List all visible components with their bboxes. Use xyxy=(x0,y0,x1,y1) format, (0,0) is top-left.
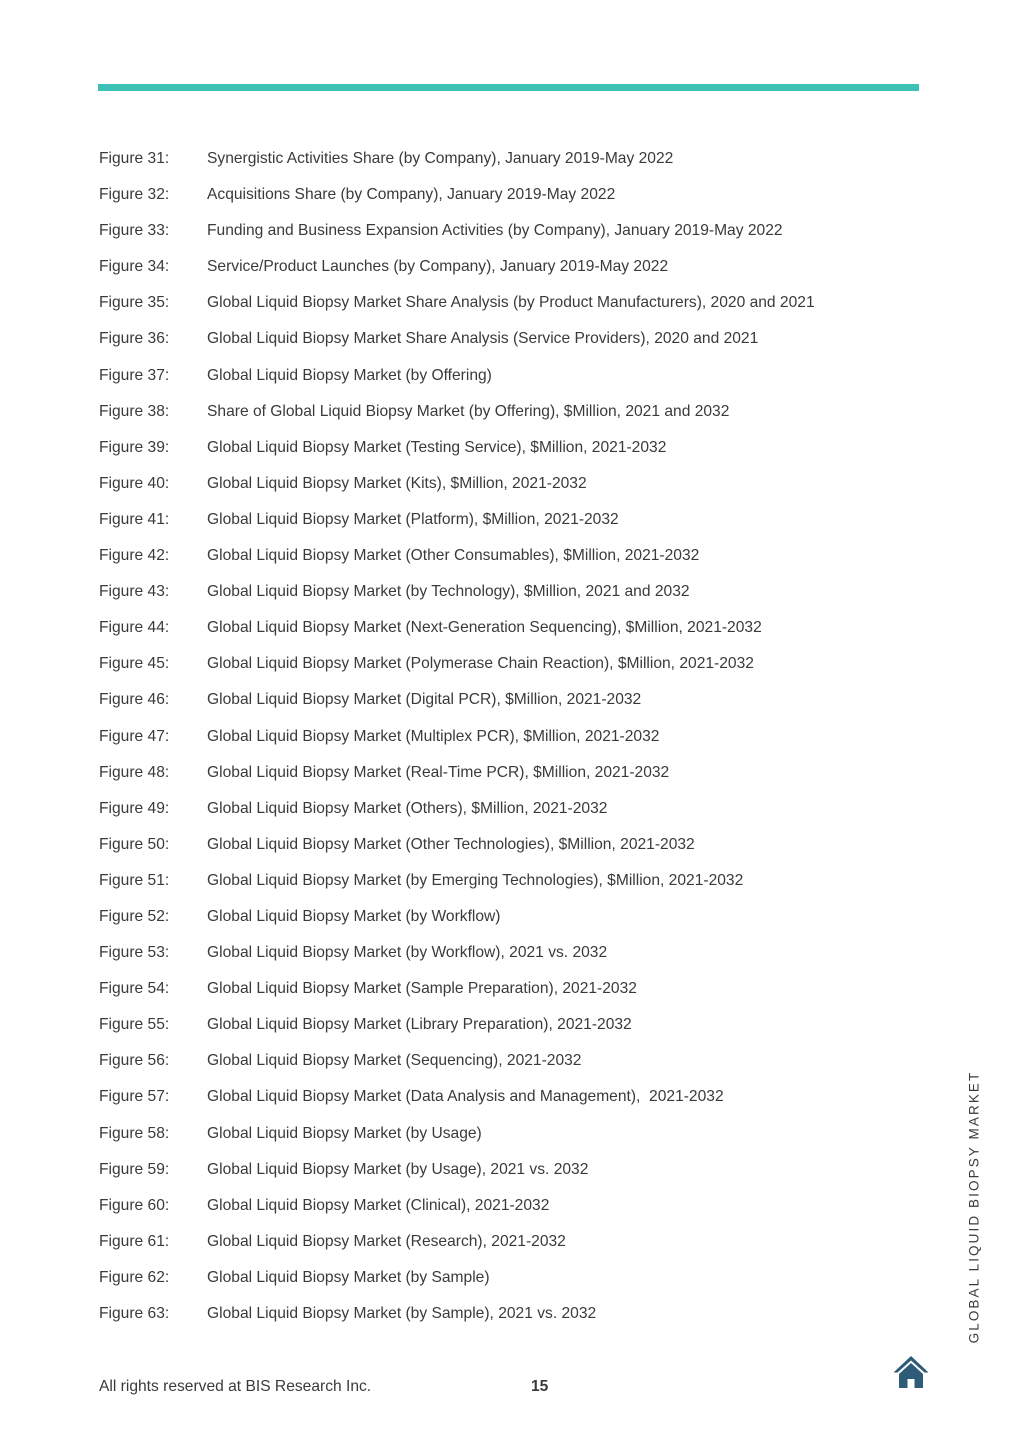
figure-entry xyxy=(99,147,919,183)
figure-entry xyxy=(99,183,919,219)
figure-title: Global Liquid Biopsy Market (Research), 2021-2032 xyxy=(207,1232,566,1250)
figure-title: Share of Global Liquid Biopsy Market (by Offering), $Million, 2021 and 2032 xyxy=(207,402,730,420)
figure-label: Figure 46: xyxy=(99,691,170,709)
figure-title: Global Liquid Biopsy Market (Library Preparation), 2021-2032 xyxy=(207,1016,632,1034)
figure-entry xyxy=(99,616,919,652)
figure-label: Figure 47: xyxy=(99,727,170,745)
figure-entry xyxy=(99,400,919,436)
figure-entry xyxy=(99,219,919,255)
figure-label: Figure 60: xyxy=(99,1196,170,1214)
figure-label: Figure 39: xyxy=(99,438,170,456)
figure-entry xyxy=(99,255,919,291)
figure-title: Global Liquid Biopsy Market (Data Analysis and Management), 2021-2032 xyxy=(207,1088,724,1106)
figure-entry xyxy=(99,1158,919,1194)
figure-label: Figure 62: xyxy=(99,1268,170,1286)
figure-label: Figure 50: xyxy=(99,835,170,853)
figure-title: Global Liquid Biopsy Market (Next-Generation Sequencing), $Million, 2021-2032 xyxy=(207,619,762,637)
figure-title: Global Liquid Biopsy Market Share Analysis (by Product Manufacturers), 2020 and 2021 xyxy=(207,294,815,312)
figure-label: Figure 38: xyxy=(99,402,170,420)
figure-label: Figure 51: xyxy=(99,871,170,889)
figure-entry xyxy=(99,761,919,797)
figure-label: Figure 53: xyxy=(99,944,170,962)
figure-entry xyxy=(99,941,919,977)
figure-entry xyxy=(99,472,919,508)
figure-entry xyxy=(99,580,919,616)
page-number: 15 xyxy=(531,1378,549,1395)
figure-title: Funding and Business Expansion Activities (by Company), January 2019-May 2022 xyxy=(207,222,783,240)
figure-label: Figure 44: xyxy=(99,619,170,637)
header-accent-rule xyxy=(98,84,919,91)
figure-title: Global Liquid Biopsy Market (Platform), $Million, 2021-2032 xyxy=(207,510,619,528)
figure-label: Figure 35: xyxy=(99,294,170,312)
figure-title: Global Liquid Biopsy Market (by Usage) xyxy=(207,1124,482,1142)
figure-label: Figure 57: xyxy=(99,1088,170,1106)
figure-label: Figure 61: xyxy=(99,1232,170,1250)
figure-label: Figure 42: xyxy=(99,547,170,565)
figure-label: Figure 54: xyxy=(99,980,170,998)
figure-entry xyxy=(99,508,919,544)
figure-title: Global Liquid Biopsy Market (by Workflow) xyxy=(207,907,501,925)
figure-label: Figure 34: xyxy=(99,258,170,276)
figure-title: Global Liquid Biopsy Market (Multiplex PCR), $Million, 2021-2032 xyxy=(207,727,660,745)
figure-label: Figure 56: xyxy=(99,1052,170,1070)
figure-entry xyxy=(99,797,919,833)
figure-label: Figure 36: xyxy=(99,330,170,348)
figure-label: Figure 32: xyxy=(99,186,170,204)
figure-title: Global Liquid Biopsy Market (by Sample) xyxy=(207,1268,490,1286)
figure-entry xyxy=(99,869,919,905)
figure-entry xyxy=(99,652,919,688)
figure-label: Figure 49: xyxy=(99,799,170,817)
figure-entry xyxy=(99,688,919,724)
figure-label: Figure 37: xyxy=(99,366,170,384)
figure-title: Global Liquid Biopsy Market (Other Consumables), $Million, 2021-2032 xyxy=(207,547,700,565)
figure-title: Global Liquid Biopsy Market (Digital PCR), $Million, 2021-2032 xyxy=(207,691,642,709)
figure-title: Global Liquid Biopsy Market (by Workflow), 2021 vs. 2032 xyxy=(207,944,608,962)
figure-title: Global Liquid Biopsy Market (by Usage), 2021 vs. 2032 xyxy=(207,1160,589,1178)
figure-title: Global Liquid Biopsy Market (Other Technologies), $Million, 2021-2032 xyxy=(207,835,695,853)
figure-entry xyxy=(99,364,919,400)
figure-title: Global Liquid Biopsy Market (by Sample), 2021 vs. 2032 xyxy=(207,1305,597,1322)
figure-label: Figure 45: xyxy=(99,655,170,673)
copyright-notice: All rights reserved at BIS Research Inc. xyxy=(99,1378,372,1395)
figure-title: Global Liquid Biopsy Market (Sample Preparation), 2021-2032 xyxy=(207,980,637,998)
figure-title: Global Liquid Biopsy Market (by Emerging Technologies), $Million, 2021-2032 xyxy=(207,871,744,889)
figure-entry xyxy=(99,1122,919,1158)
figure-entry xyxy=(99,544,919,580)
figure-entry xyxy=(99,725,919,761)
figure-label: Figure 52: xyxy=(99,907,170,925)
figure-entry xyxy=(99,1049,919,1085)
figure-title: Acquisitions Share (by Company), January 2019-May 2022 xyxy=(207,186,616,204)
home-icon[interactable] xyxy=(892,1354,930,1390)
figure-label: Figure 31: xyxy=(99,150,170,167)
figure-label: Figure 59: xyxy=(99,1160,170,1178)
figure-label: Figure 63: xyxy=(99,1305,170,1322)
figure-title: Global Liquid Biopsy Market Share Analysis (Service Providers), 2020 and 2021 xyxy=(207,330,759,348)
figure-entry xyxy=(99,1013,919,1049)
figure-entry xyxy=(99,905,919,941)
figure-entry xyxy=(99,1085,919,1121)
figure-label: Figure 58: xyxy=(99,1124,170,1142)
figure-title: Synergistic Activities Share (by Company), January 2019-May 2022 xyxy=(207,150,674,167)
figure-entry xyxy=(99,327,919,363)
figure-entry xyxy=(99,1302,919,1338)
figure-entry xyxy=(99,436,919,472)
list-of-figures xyxy=(99,147,919,1338)
figure-entry xyxy=(99,1266,919,1302)
figure-title: Global Liquid Biopsy Market (by Technology), $Million, 2021 and 2032 xyxy=(207,583,690,601)
figure-label: Figure 41: xyxy=(99,510,170,528)
report-side-title: GLOBAL LIQUID BIOPSY MARKET xyxy=(966,1070,982,1344)
figure-title: Global Liquid Biopsy Market (Polymerase Chain Reaction), $Million, 2021-2032 xyxy=(207,655,754,673)
figure-title: Global Liquid Biopsy Market (Others), $Million, 2021-2032 xyxy=(207,799,608,817)
figure-title: Global Liquid Biopsy Market (Sequencing), 2021-2032 xyxy=(207,1052,582,1070)
figure-entry xyxy=(99,1194,919,1230)
figure-label: Figure 48: xyxy=(99,763,170,781)
figure-entry xyxy=(99,1230,919,1266)
figure-title: Global Liquid Biopsy Market (Real-Time PCR), $Million, 2021-2032 xyxy=(207,763,670,781)
figure-label: Figure 40: xyxy=(99,474,170,492)
figure-title: Global Liquid Biopsy Market (by Offering) xyxy=(207,366,492,384)
figure-label: Figure 55: xyxy=(99,1016,170,1034)
figure-title: Global Liquid Biopsy Market (Clinical), 2021-2032 xyxy=(207,1196,550,1214)
figure-title: Service/Product Launches (by Company), January 2019-May 2022 xyxy=(207,258,669,276)
figure-label: Figure 43: xyxy=(99,583,170,601)
figure-title: Global Liquid Biopsy Market (Kits), $Million, 2021-2032 xyxy=(207,474,587,492)
figure-entry xyxy=(99,977,919,1013)
figure-entry xyxy=(99,291,919,327)
figure-label: Figure 33: xyxy=(99,222,170,240)
figure-title: Global Liquid Biopsy Market (Testing Service), $Million, 2021-2032 xyxy=(207,438,667,456)
figure-entry xyxy=(99,833,919,869)
